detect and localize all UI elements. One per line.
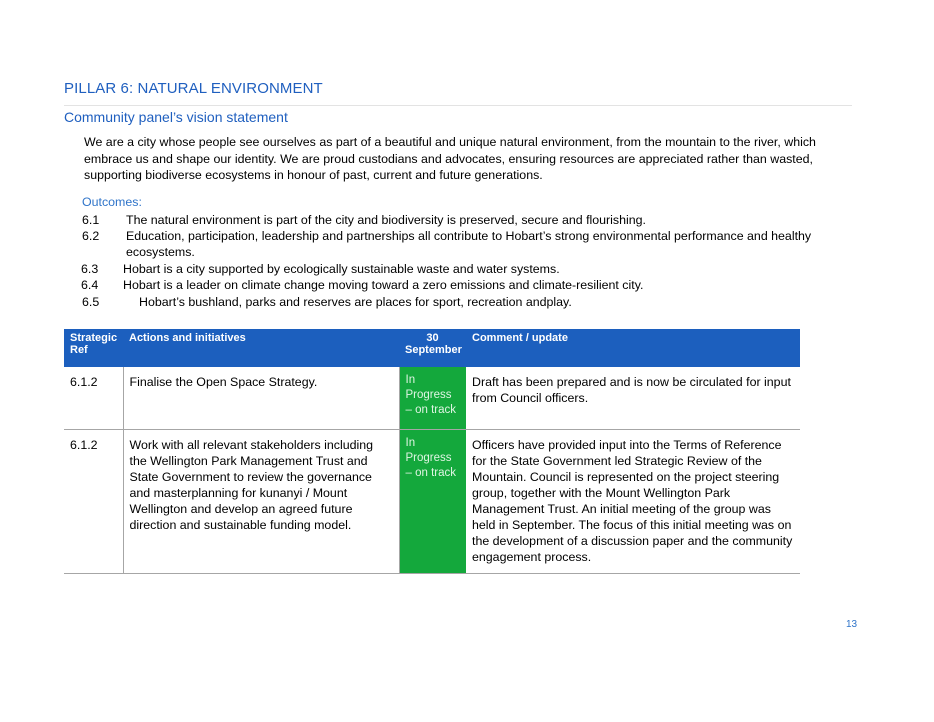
- outcome-item: [82, 294, 842, 310]
- outcome-item: [81, 277, 841, 293]
- cell-comment: Officers have provided input into the Terms of Reference for the State Government led Strategic Review of the Mountain. Council is represented on the project steering group, together with the Mount Wellington Park Management Trust. An initial meeting of the group was held in September. The focus of this initial meeting was on the development of a discussion paper and the community engagement process.: [466, 430, 800, 574]
- table-row: [64, 430, 800, 574]
- cell-ref: 6.1.2: [64, 367, 123, 430]
- cell-ref: 6.1.2: [64, 430, 123, 574]
- cell-action: Finalise the Open Space Strategy.: [123, 367, 399, 430]
- actions-table: [64, 329, 800, 574]
- heading-divider: [64, 105, 852, 106]
- header-strategic-ref: Strategic Ref: [64, 329, 123, 367]
- cell-action: Work with all relevant stakeholders including the Wellington Park Management Trust and State Government to review the governance and masterplanning for kunanyi / Mount Wellington and develop an agreed future direction and sustainable funding model.: [123, 430, 399, 574]
- outcome-text: Education, participation, leadership and partnerships all contribute to Hobart’s strong environmental performance and healthy ecosystems.: [126, 229, 812, 259]
- outcome-number: 6.4: [81, 278, 99, 292]
- header-30-september: 30 September: [399, 329, 466, 367]
- pillar-title: PILLAR 6: NATURAL ENVIRONMENT: [64, 80, 323, 97]
- status-badge: In Progress – on track: [399, 367, 466, 430]
- vision-subtitle: Community panel’s vision statement: [64, 109, 288, 125]
- vision-statement: We are a city whose people see ourselves as part of a beautiful and unique natural environment, from the mountain to the river, which embrace us and shape our identity. We are proud custodians and advocates, ensuring resources are appreciated rather than wasted, supporting biodiverse ecosystems in honour of past, current and future generations.: [84, 135, 816, 182]
- outcome-text: Hobart’s bushland, parks and reserves are places for sport, recreation andplay.: [139, 295, 572, 309]
- status-badge: In Progress – on track: [399, 430, 466, 574]
- outcome-text: The natural environment is part of the city and biodiversity is preserved, secure and flourishing.: [126, 213, 646, 227]
- outcome-item: [82, 212, 842, 228]
- outcome-number: 6.1: [82, 213, 100, 227]
- outcome-number: 6.5: [82, 295, 100, 309]
- header-comment: Comment / update: [466, 329, 800, 367]
- outcomes-label: Outcomes:: [82, 195, 142, 209]
- outcome-item: [81, 261, 841, 277]
- cell-comment: Draft has been prepared and is now be circulated for input from Council officers.: [466, 367, 800, 430]
- outcome-number: 6.2: [82, 229, 100, 243]
- outcome-item: [82, 228, 842, 260]
- table-header-row: [64, 329, 800, 367]
- outcome-text: Hobart is a city supported by ecologically sustainable waste and water systems.: [123, 262, 560, 276]
- outcome-text: Hobart is a leader on climate change moving toward a zero emissions and climate-resilient city.: [123, 278, 644, 292]
- outcome-number: 6.3: [81, 262, 99, 276]
- table-row: [64, 367, 800, 430]
- page-number: 13: [846, 619, 858, 630]
- header-actions: Actions and initiatives: [123, 329, 399, 367]
